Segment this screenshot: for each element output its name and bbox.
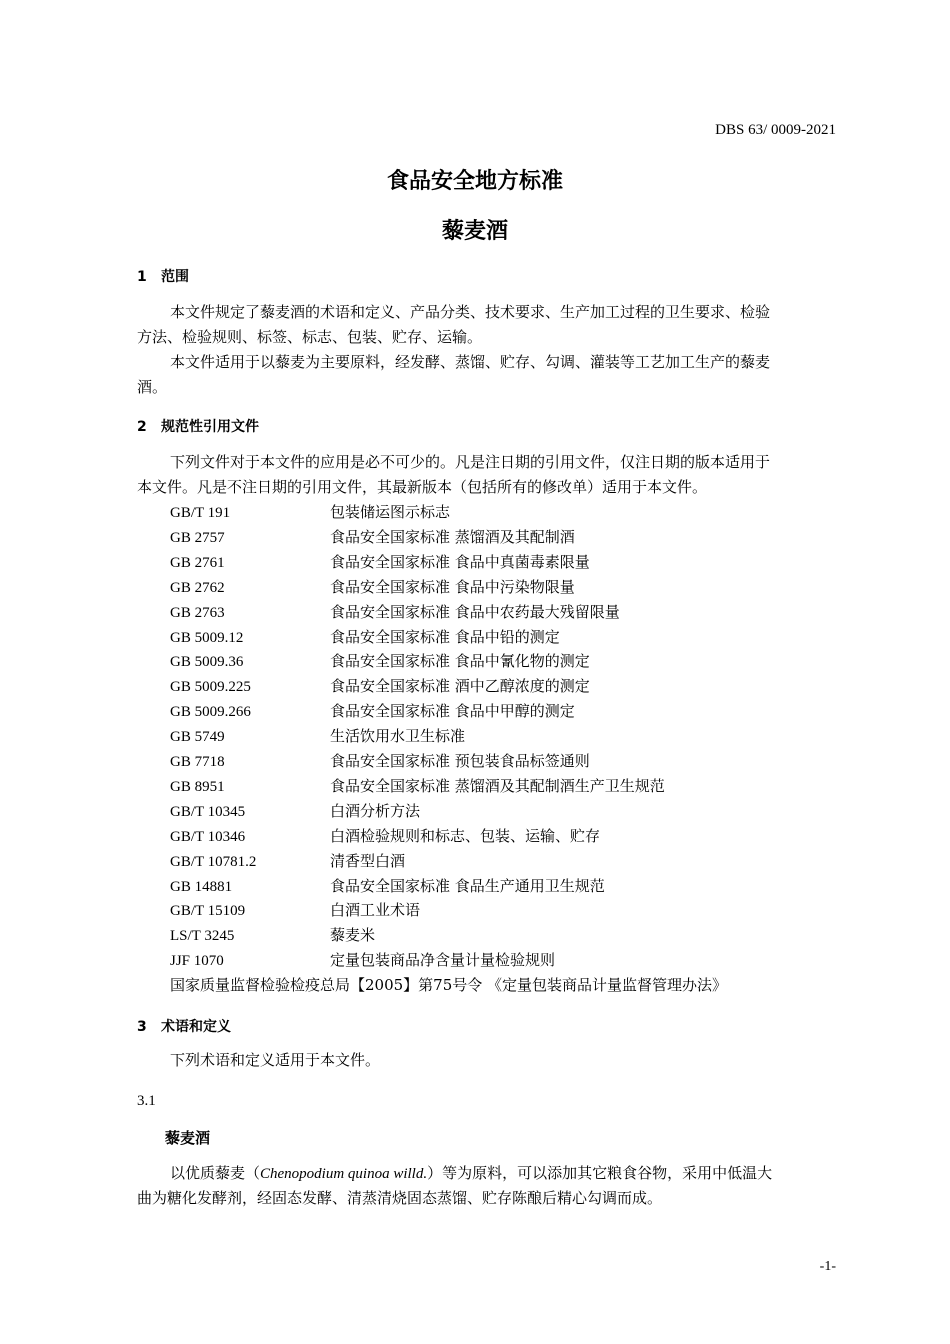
reference-code: GB/T 10781.2 <box>170 853 257 870</box>
reference-row <box>170 849 405 875</box>
reference-code: GB 5009.266 <box>170 704 251 721</box>
section-2-heading <box>137 416 259 436</box>
reference-code: GB 2761 <box>170 554 225 571</box>
reference-row <box>170 799 420 825</box>
reference-code: LS/T 3245 <box>170 928 235 945</box>
reference-row <box>170 874 605 900</box>
reference-title: 白酒工业术语 <box>330 901 421 920</box>
reference-code: GB/T 191 <box>170 505 231 521</box>
reference-row <box>170 649 590 675</box>
reference-title: 定量包装商品净含量计量检验规则 <box>330 951 556 970</box>
term-heading: 藜麦酒 <box>165 1129 211 1147</box>
reference-code: GB 5009.12 <box>170 629 244 646</box>
reference-code: GB 5749 <box>170 729 225 746</box>
reference-code: GB 2762 <box>170 579 225 596</box>
reference-row <box>170 898 420 924</box>
term-definition-line-2: 曲为糖化发酵剂，经固态发酵、清蒸清烧固态蒸馏、贮存陈酿后精心勾调而成。 <box>137 1189 663 1207</box>
reference-title: 食品安全国家标准 食品中农药最大残留限量 <box>330 602 620 621</box>
reference-title: 食品安全国家标准 食品中真菌毒素限量 <box>330 552 590 571</box>
reference-row <box>170 674 590 700</box>
reference-title: 食品安全国家标准 预包装食品标签通则 <box>330 752 590 770</box>
term-definition-line-1-end: ）等为原料，可以添加其它粮食谷物，采用中低温大 <box>427 1164 773 1182</box>
section-1-paragraph-2-line-2: 酒。 <box>137 378 168 396</box>
reference-title: 食品安全国家标准 食品中铅的测定 <box>330 627 560 646</box>
reference-row <box>170 774 665 800</box>
reference-row <box>170 625 560 651</box>
reference-row <box>170 600 620 626</box>
reference-title: 包装储运图示标志 <box>330 503 451 521</box>
reference-title: 藜麦米 <box>330 926 376 945</box>
reference-row <box>170 724 465 750</box>
section-2-number: 2 <box>137 419 147 435</box>
reference-code: GB 14881 <box>170 878 233 895</box>
reference-row <box>170 699 575 725</box>
reference-title: 白酒分析方法 <box>330 801 421 820</box>
reference-row <box>170 575 575 601</box>
section-1-title: 范围 <box>161 269 189 285</box>
reference-title: 食品安全国家标准 食品中氰化物的测定 <box>330 652 590 671</box>
term-definition-line-1 <box>170 1161 772 1187</box>
reference-code: GB 2763 <box>170 604 225 621</box>
section-3-number: 3 <box>137 1019 147 1035</box>
reference-row <box>170 500 450 526</box>
reference-title: 生活饮用水卫生标准 <box>330 727 466 746</box>
section-2-paragraph-line-1: 下列文件对于本文件的应用是必不可少的。凡是注日期的引用文件，仅注日期的版本适用于 <box>170 453 771 471</box>
reference-code: GB 7718 <box>170 754 225 770</box>
reference-code: GB 5009.36 <box>170 654 244 671</box>
subsection-number: 3.1 <box>137 1093 156 1109</box>
reference-row <box>170 923 375 949</box>
reference-title: 食品安全国家标准 蒸馏酒及其配制酒生产卫生规范 <box>330 776 665 795</box>
section-1-heading <box>137 266 189 286</box>
reference-title: 清香型白酒 <box>330 851 406 870</box>
reference-code: GB/T 15109 <box>170 903 246 920</box>
reference-decree: 国家质量监督检验检疫总局【2005】第75号令 《定量包装商品计量监督管理办法》 <box>170 976 728 994</box>
term-definition-line-1-start: 以优质藜麦（ <box>170 1164 261 1182</box>
reference-code: GB/T 10345 <box>170 803 246 820</box>
section-1-paragraph-1-line-1: 本文件规定了藜麦酒的术语和定义、产品分类、技术要求、生产加工过程的卫生要求、检验 <box>170 303 771 321</box>
reference-title: 食品安全国家标准 食品生产通用卫生规范 <box>330 876 605 895</box>
page-number: -1- <box>819 1259 836 1274</box>
reference-title: 白酒检验规则和标志、包装、运输、贮存 <box>330 826 601 845</box>
section-1-number: 1 <box>137 269 147 285</box>
reference-title: 食品安全国家标准 食品中污染物限量 <box>330 577 575 596</box>
section-3-heading <box>137 1016 231 1036</box>
reference-title: 食品安全国家标准 酒中乙醇浓度的测定 <box>330 677 590 696</box>
standard-code: DBS 63/ 0009-2021 <box>715 122 836 138</box>
latin-name: Chenopodium quinoa willd. <box>260 1166 428 1182</box>
reference-code: JJF 1070 <box>170 953 224 970</box>
reference-title: 食品安全国家标准 食品中甲醇的测定 <box>330 702 575 721</box>
section-1-paragraph-2-line-1: 本文件适用于以藜麦为主要原料，经发酵、蒸馏、贮存、勾调、灌装等工艺加工生产的藜麦 <box>170 353 771 371</box>
section-3-title: 术语和定义 <box>161 1019 231 1035</box>
reference-code: GB/T 10346 <box>170 828 246 845</box>
document-title: 食品安全地方标准 <box>386 169 563 194</box>
section-2-paragraph-line-2: 本文件。凡是不注日期的引用文件，其最新版本（包括所有的修改单）适用于本文件。 <box>137 478 708 496</box>
reference-row <box>170 550 590 576</box>
section-3-intro: 下列术语和定义适用于本文件。 <box>170 1051 381 1069</box>
reference-code: GB 8951 <box>170 778 225 795</box>
reference-row <box>170 749 590 775</box>
reference-row <box>170 948 555 974</box>
reference-title: 食品安全国家标准 蒸馏酒及其配制酒 <box>330 527 575 546</box>
reference-row <box>170 525 575 551</box>
section-2-title: 规范性引用文件 <box>161 419 259 435</box>
document-subtitle: 藜麦酒 <box>441 219 508 244</box>
reference-code: GB 2757 <box>170 529 225 546</box>
section-1-paragraph-1-line-2: 方法、检验规则、标签、标志、包装、贮存、运输。 <box>137 328 483 346</box>
reference-code: GB 5009.225 <box>170 679 251 696</box>
reference-row <box>170 824 600 850</box>
